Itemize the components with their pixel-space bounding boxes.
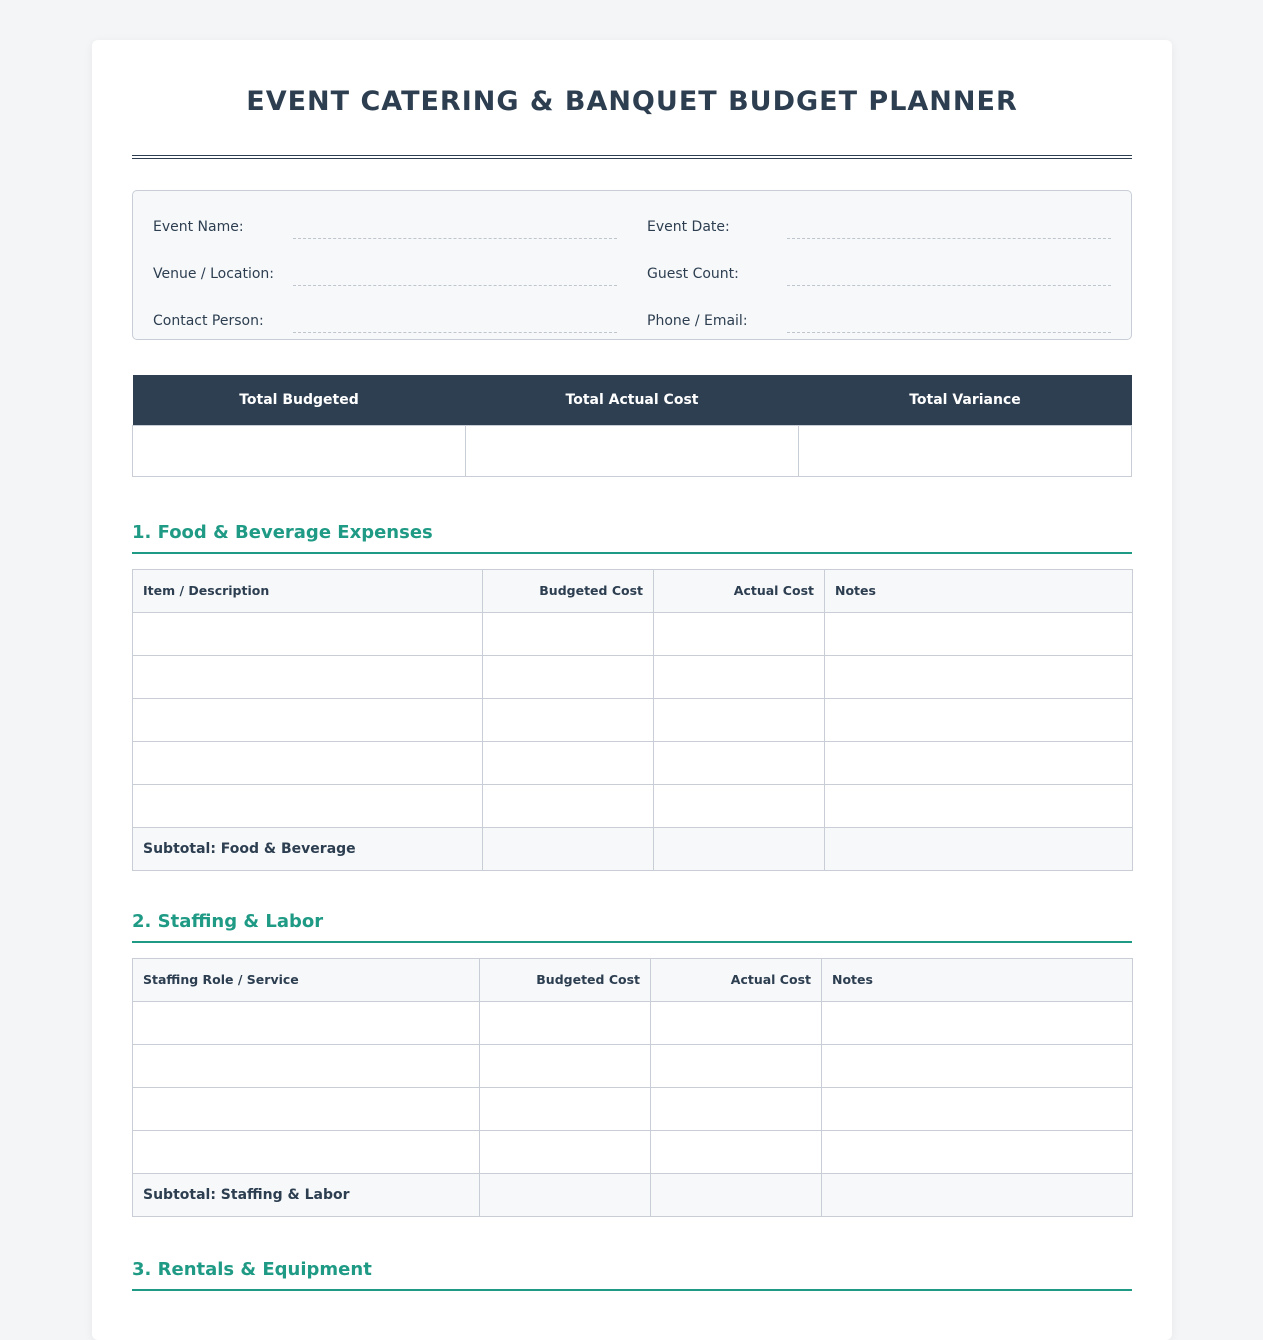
event-date-label: Event Date: [647,219,730,235]
subtotal-row [133,827,1133,870]
item-cell[interactable] [133,741,483,784]
section-title-food-beverage: 1. Food & Beverage Expenses [132,522,1132,554]
table-row [133,655,1133,698]
table-row [133,612,1133,655]
actual-cell[interactable] [651,1087,822,1130]
budgeted-cell[interactable] [483,698,654,741]
food-beverage-table [132,569,1133,871]
table-row [133,784,1133,827]
notes-cell[interactable] [825,784,1133,827]
column-header-budgeted: Budgeted Cost [480,958,651,1001]
budgeted-cell[interactable] [480,1001,651,1044]
notes-cell[interactable] [822,1001,1133,1044]
budgeted-cell[interactable] [483,612,654,655]
actual-cell[interactable] [654,784,825,827]
event-info-panel [132,190,1132,340]
event-date-input[interactable] [787,215,1111,239]
actual-cell[interactable] [654,612,825,655]
table-header-row [133,958,1133,1001]
guest-count-label: Guest Count: [647,266,739,282]
event-name-field [153,211,617,239]
summary-header-row [133,375,1132,425]
subtotal-notes-cell[interactable] [825,827,1133,870]
role-cell[interactable] [133,1044,480,1087]
table-row [133,741,1133,784]
total-budgeted-header: Total Budgeted [133,375,466,425]
subtotal-label: Subtotal: Staffing & Labor [133,1173,480,1216]
event-date-field [647,211,1111,239]
total-variance-cell[interactable] [799,425,1132,476]
table-row [133,698,1133,741]
item-cell[interactable] [133,698,483,741]
item-cell[interactable] [133,784,483,827]
column-header-item: Item / Description [133,569,483,612]
table-row [133,1087,1133,1130]
total-budgeted-cell[interactable] [133,425,466,476]
notes-cell[interactable] [822,1130,1133,1173]
phone-email-label: Phone / Email: [647,313,748,329]
total-actual-header: Total Actual Cost [466,375,799,425]
notes-cell[interactable] [825,741,1133,784]
table-row [133,1001,1133,1044]
venue-field [153,258,617,286]
budgeted-cell[interactable] [483,784,654,827]
venue-input[interactable] [293,262,617,286]
notes-cell[interactable] [822,1087,1133,1130]
guest-count-input[interactable] [787,262,1111,286]
total-actual-cell[interactable] [466,425,799,476]
guest-count-field [647,258,1111,286]
budget-planner-document [92,40,1172,1340]
actual-cell[interactable] [651,1044,822,1087]
table-row [133,1130,1133,1173]
actual-cell[interactable] [654,655,825,698]
contact-label: Contact Person: [153,313,264,329]
role-cell[interactable] [133,1001,480,1044]
venue-label: Venue / Location: [153,266,275,282]
column-header-budgeted: Budgeted Cost [483,569,654,612]
event-name-input[interactable] [293,215,617,239]
subtotal-actual-cell[interactable] [654,827,825,870]
budget-summary-table [132,375,1132,477]
role-cell[interactable] [133,1130,480,1173]
table-header-row [133,569,1133,612]
subtotal-row [133,1173,1133,1216]
notes-cell[interactable] [822,1044,1133,1087]
budgeted-cell[interactable] [480,1044,651,1087]
phone-email-field [647,305,1111,333]
column-header-notes: Notes [822,958,1133,1001]
item-cell[interactable] [133,612,483,655]
phone-email-input[interactable] [787,309,1111,333]
table-row [133,1044,1133,1087]
actual-cell[interactable] [654,741,825,784]
budgeted-cell[interactable] [480,1130,651,1173]
budgeted-cell[interactable] [483,741,654,784]
budgeted-cell[interactable] [483,655,654,698]
column-header-role: Staffing Role / Service [133,958,480,1001]
page-title: EVENT CATERING & BANQUET BUDGET PLANNER [246,86,1018,117]
section-title-staffing: 2. Staffing & Labor [132,911,1132,943]
contact-field [153,305,617,333]
notes-cell[interactable] [825,698,1133,741]
actual-cell[interactable] [651,1130,822,1173]
subtotal-actual-cell[interactable] [651,1173,822,1216]
total-variance-header: Total Variance [799,375,1132,425]
actual-cell[interactable] [651,1001,822,1044]
notes-cell[interactable] [825,655,1133,698]
title-divider [132,155,1132,159]
subtotal-budgeted-cell[interactable] [483,827,654,870]
event-name-label: Event Name: [153,219,244,235]
notes-cell[interactable] [825,612,1133,655]
budgeted-cell[interactable] [480,1087,651,1130]
contact-input[interactable] [293,309,617,333]
role-cell[interactable] [133,1087,480,1130]
subtotal-notes-cell[interactable] [822,1173,1133,1216]
column-header-actual: Actual Cost [651,958,822,1001]
column-header-notes: Notes [825,569,1133,612]
column-header-actual: Actual Cost [654,569,825,612]
subtotal-label: Subtotal: Food & Beverage [133,827,483,870]
summary-value-row [133,425,1132,476]
subtotal-budgeted-cell[interactable] [480,1173,651,1216]
item-cell[interactable] [133,655,483,698]
actual-cell[interactable] [654,698,825,741]
staffing-table [132,958,1133,1217]
section-title-rentals: 3. Rentals & Equipment [132,1259,1132,1291]
